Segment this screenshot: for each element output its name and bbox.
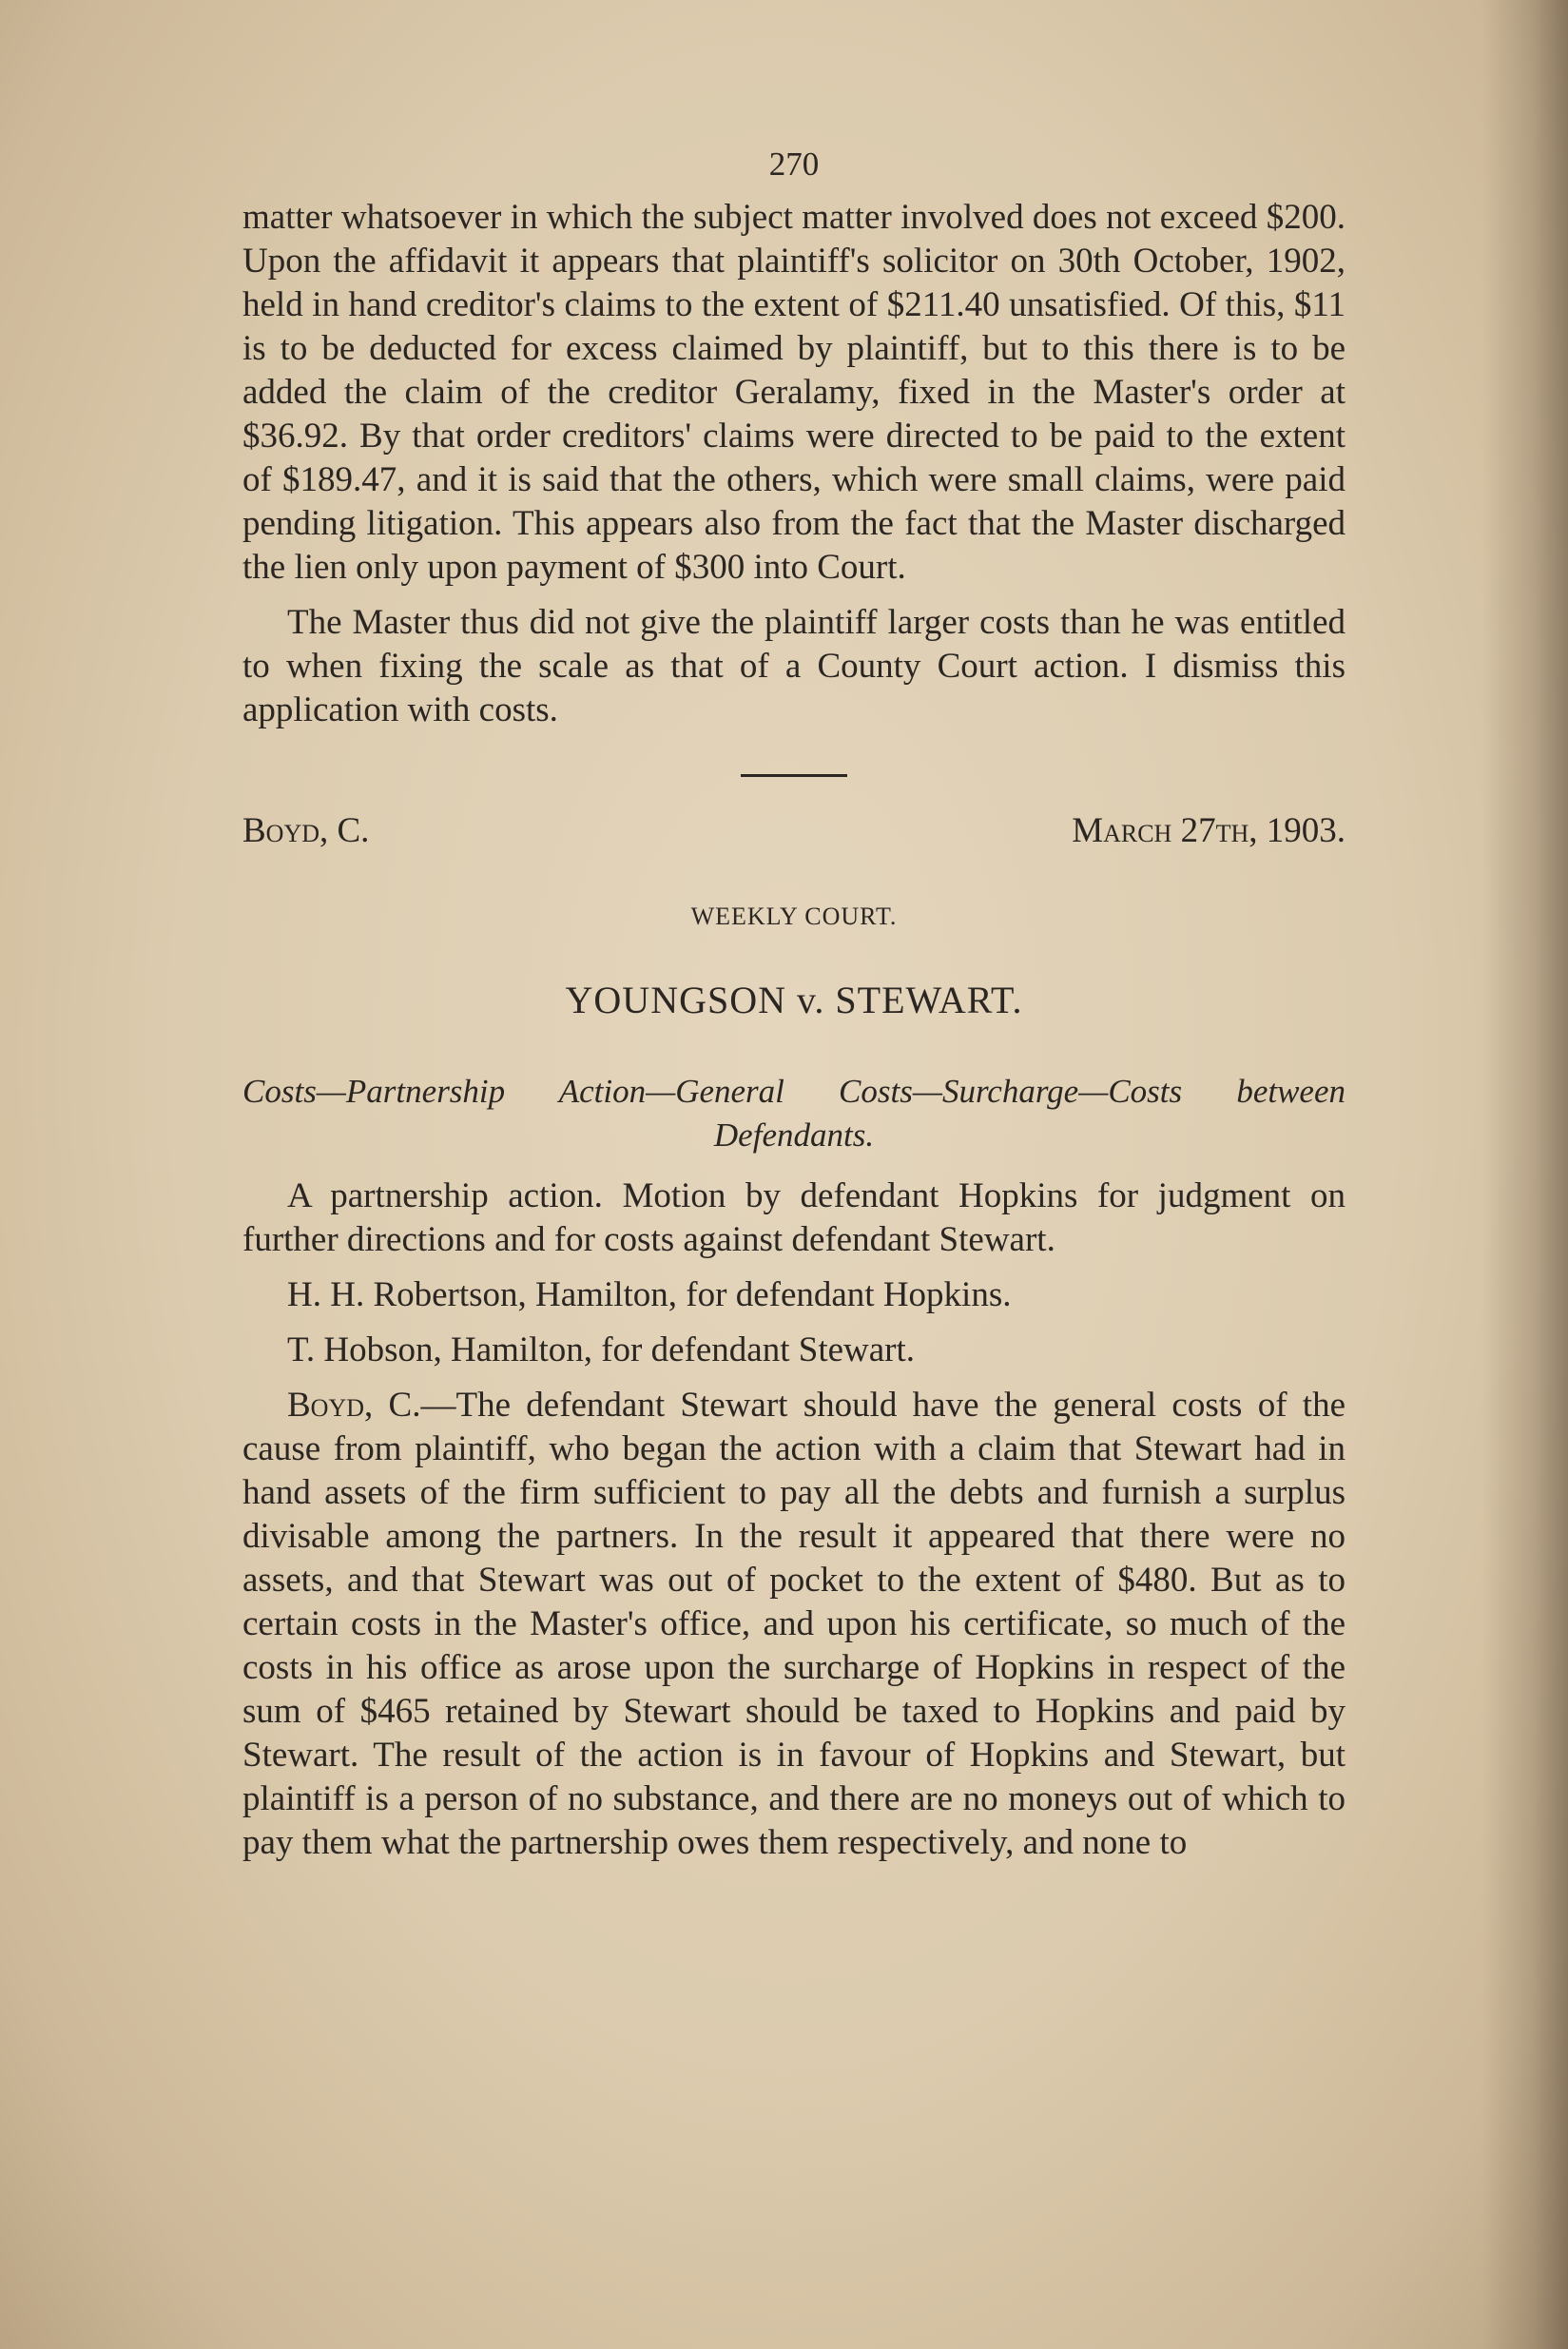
judgment-paragraph [242, 1384, 1345, 1865]
section-divider [741, 774, 847, 777]
page-text [242, 143, 1345, 1865]
judgment-lead: Boyd, C. [287, 1386, 421, 1425]
court-name: WEEKLY COURT. [690, 903, 898, 930]
headnote: Costs—Partnership Action—General Costs—Surcharge—Costs between Defendants. [242, 1073, 1345, 1154]
page-number: 270 [768, 146, 820, 183]
counsel-plaintiff-line: H. H. Robertson, Hamilton, for defendant Hopkins. [287, 1275, 1012, 1314]
counsel-defendant-line: T. Hobson, Hamilton, for defendant Stewart. [287, 1330, 916, 1369]
judge-name: Boyd, C. [242, 811, 370, 850]
page-spine-shadow [1482, 0, 1568, 2349]
paragraph-1: matter whatsoever in which the subject matter involved does not exceed $200. Upon the affidavit it appears that plaintiff's solicitor on 30th October, 1902, held in hand creditor's claims to the extent of $211.40 unsatisfied. Of this, $11 is to be deducted for excess claimed by plaintiff, but to this there is to be added the claim of the creditor Geralamy, fixed in the Master's order at $36.92. By that order creditors' claims were directed to be paid to the extent of $189.47, and it is said that the others, which were small claims, were paid pending litigation. This appears also from the fact that the Master discharged the lien only upon payment of $300 into Court. [242, 198, 1345, 587]
judgment-text: —The defendant Stewart should have the general costs of the cause from plaintiff, who began the action with a claim that Stewart had in hand assets of the firm sufficient to pay all the debts and furnish a surplus divisable among the partners. In the result it appeared that there were no assets, and that Stewart was out of pocket to the extent of $480. But as to certain costs in the Master's office, and upon his certificate, so much of the costs in his office as arose upon the surcharge of Hopkins in respect of the sum of $465 retained by Stewart should be taxed to Hopkins and paid by Stewart. The result of the action is in favour of Hopkins and Stewart, but plaintiff is a person of no substance, and there are no moneys out of which to pay them what the partnership owes them respectively, and none to [242, 1386, 1345, 1862]
case-header [242, 809, 1345, 853]
paragraph-2: The Master thus did not give the plaintiff larger costs than he was entitled to when fixing the scale as that of a County Court action. I dismiss this application with costs. [242, 603, 1345, 729]
case-title: YOUNGSON v. STEWART. [565, 979, 1023, 1021]
decision-date: March 27th, 1903. [1072, 811, 1345, 850]
paragraph-3: A partnership action. Motion by defendant Hopkins for judgment on further directions and for costs against defendant Stewart. [242, 1176, 1345, 1259]
